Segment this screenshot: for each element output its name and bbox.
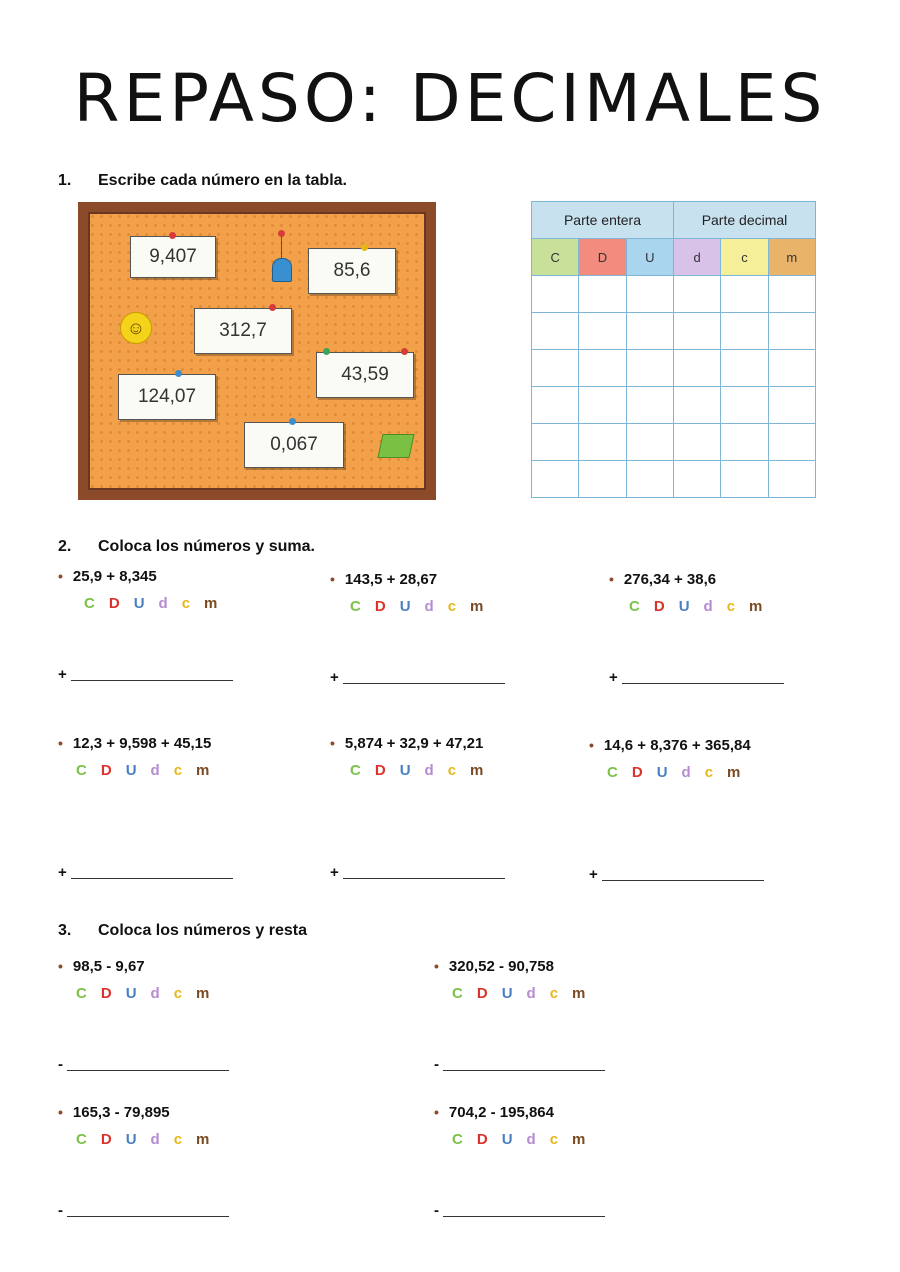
table-row: [532, 461, 816, 498]
pin-icon: [323, 348, 330, 355]
place-letter-d: d: [424, 598, 434, 615]
place-letter-U: U: [501, 1131, 513, 1148]
page-title: REPASO: DECIMALES: [73, 60, 827, 137]
pin-icon: [269, 304, 276, 311]
place-letter-m: m: [470, 598, 484, 615]
pin-icon: [175, 370, 182, 377]
table-cell[interactable]: [532, 461, 579, 498]
table-cell[interactable]: [768, 424, 815, 461]
board-note[interactable]: [244, 422, 344, 468]
place-letter-d: d: [150, 1131, 160, 1148]
table-cell[interactable]: [579, 461, 626, 498]
pin-icon: [289, 418, 296, 425]
place-letters: [350, 598, 497, 615]
board-number: 85,6: [333, 260, 371, 281]
table-cell[interactable]: [721, 424, 768, 461]
place-letter-D: D: [476, 985, 488, 1002]
exercise: [58, 568, 231, 612]
answer-blank[interactable]: [71, 680, 233, 681]
answer-blank[interactable]: [602, 880, 764, 881]
column-header-U: U: [626, 239, 673, 276]
plus-sign: +: [330, 669, 339, 686]
answer-blank[interactable]: [443, 1070, 605, 1071]
answer-line[interactable]: [58, 666, 233, 683]
exercise-expression: 5,874 + 32,9 + 47,21: [344, 735, 484, 752]
place-letter-d: d: [158, 595, 168, 612]
board-note[interactable]: [118, 374, 216, 420]
section-1-heading: [58, 172, 347, 190]
minus-sign: -: [434, 1202, 439, 1219]
place-letter-U: U: [125, 985, 137, 1002]
place-letter-C: C: [84, 595, 95, 612]
table-cell[interactable]: [721, 461, 768, 498]
answer-line[interactable]: [330, 669, 505, 686]
table-cell[interactable]: [626, 424, 673, 461]
exercise-expression: 276,34 + 38,6: [623, 571, 717, 588]
place-letter-D: D: [108, 595, 120, 612]
bullet-icon: •: [609, 571, 614, 587]
board-number: 312,7: [219, 320, 267, 341]
place-letters: [452, 1131, 599, 1148]
place-letter-U: U: [501, 985, 513, 1002]
minus-sign: -: [434, 1056, 439, 1073]
exercise: [609, 571, 776, 615]
table-cell[interactable]: [673, 387, 720, 424]
place-letter-m: m: [196, 985, 210, 1002]
board-number: 0,067: [270, 434, 318, 455]
table-cell[interactable]: [626, 387, 673, 424]
table-cell[interactable]: [721, 313, 768, 350]
plus-sign: +: [609, 669, 618, 686]
place-letter-C: C: [76, 762, 87, 779]
place-letters: [629, 598, 776, 615]
place-letters: [84, 595, 231, 612]
answer-line[interactable]: [330, 864, 505, 881]
place-letter-c: c: [549, 1131, 559, 1148]
exercise-expression: 98,5 - 9,67: [72, 958, 145, 975]
board-note[interactable]: [308, 248, 396, 294]
place-letter-m: m: [572, 1131, 586, 1148]
table-cell[interactable]: [768, 387, 815, 424]
place-letters: [76, 985, 223, 1002]
table-cell[interactable]: [579, 350, 626, 387]
answer-blank[interactable]: [67, 1216, 229, 1217]
table-cell[interactable]: [721, 387, 768, 424]
table-row: [532, 424, 816, 461]
table-cell[interactable]: [673, 424, 720, 461]
table-row: [532, 350, 816, 387]
exercise-expression: 25,9 + 8,345: [72, 568, 157, 585]
place-letter-U: U: [399, 762, 411, 779]
minus-sign: -: [58, 1202, 63, 1219]
exercise-expression: 12,3 + 9,598 + 45,15: [72, 735, 212, 752]
table-cell[interactable]: [579, 387, 626, 424]
table-cell[interactable]: [673, 313, 720, 350]
pin-icon: [401, 348, 408, 355]
table-cell[interactable]: [721, 276, 768, 313]
table-cell[interactable]: [626, 313, 673, 350]
place-letter-D: D: [374, 598, 386, 615]
place-letters: [350, 762, 497, 779]
answer-line[interactable]: [58, 864, 233, 881]
place-letter-m: m: [470, 762, 484, 779]
board-note[interactable]: [130, 236, 216, 278]
table-cell[interactable]: [579, 424, 626, 461]
place-letter-U: U: [133, 595, 145, 612]
answer-blank[interactable]: [443, 1216, 605, 1217]
table-cell[interactable]: [579, 276, 626, 313]
place-letter-c: c: [173, 762, 183, 779]
place-letter-U: U: [656, 764, 668, 781]
section-number: 3.: [58, 922, 72, 939]
place-letter-m: m: [727, 764, 741, 781]
place-letter-d: d: [703, 598, 713, 615]
place-letter-c: c: [549, 985, 559, 1002]
ghost-icon: [272, 258, 292, 282]
exercise: [330, 571, 497, 615]
table-cell[interactable]: [721, 350, 768, 387]
table-row: [532, 276, 816, 313]
exercise: [58, 958, 223, 1002]
place-letter-m: m: [572, 985, 586, 1002]
place-letter-d: d: [681, 764, 691, 781]
exercise: [58, 1104, 223, 1148]
exercise: [434, 1104, 599, 1148]
place-letter-m: m: [749, 598, 763, 615]
answer-line[interactable]: [434, 1202, 605, 1219]
place-letter-D: D: [374, 762, 386, 779]
place-letter-D: D: [653, 598, 665, 615]
column-header-c: c: [721, 239, 768, 276]
place-letter-d: d: [150, 762, 160, 779]
answer-line[interactable]: [589, 866, 764, 883]
place-letter-U: U: [678, 598, 690, 615]
place-letter-C: C: [76, 985, 87, 1002]
table-cell[interactable]: [673, 350, 720, 387]
section-number: 2.: [58, 538, 72, 555]
section-number: 1.: [58, 172, 72, 189]
answer-blank[interactable]: [71, 878, 233, 879]
table-cell[interactable]: [532, 313, 579, 350]
place-letter-C: C: [452, 985, 463, 1002]
table-cell[interactable]: [768, 313, 815, 350]
bullet-icon: •: [589, 737, 594, 753]
board-note[interactable]: [316, 352, 414, 398]
plus-sign: +: [58, 666, 67, 683]
exercise: [589, 737, 754, 781]
section-2-heading: [58, 538, 315, 556]
place-letter-m: m: [196, 762, 210, 779]
section-title: Escribe cada número en la tabla.: [98, 172, 347, 189]
place-letter-c: c: [173, 985, 183, 1002]
table-cell[interactable]: [768, 461, 815, 498]
place-letters: [76, 762, 223, 779]
table-cell[interactable]: [626, 276, 673, 313]
answer-line[interactable]: [58, 1202, 229, 1219]
answer-blank[interactable]: [67, 1070, 229, 1071]
answer-line[interactable]: [58, 1056, 229, 1073]
table-cell[interactable]: [532, 350, 579, 387]
place-letter-C: C: [629, 598, 640, 615]
exercise-expression: 165,3 - 79,895: [72, 1104, 170, 1121]
exercise-expression: 704,2 - 195,864: [448, 1104, 554, 1121]
bullet-icon: •: [434, 958, 439, 974]
table-cell[interactable]: [673, 461, 720, 498]
table-cell[interactable]: [626, 350, 673, 387]
exercise: [58, 735, 223, 779]
place-letter-C: C: [76, 1131, 87, 1148]
section-3-heading: [58, 922, 307, 940]
board-number: 124,07: [137, 386, 197, 407]
place-letter-U: U: [399, 598, 411, 615]
answer-line[interactable]: [609, 669, 784, 686]
answer-blank[interactable]: [622, 683, 784, 684]
section-title: Coloca los números y resta: [98, 922, 307, 939]
place-letter-C: C: [607, 764, 618, 781]
smiley-icon: ☺: [120, 312, 152, 344]
plus-sign: +: [58, 864, 67, 881]
exercise-expression: 320,52 - 90,758: [448, 958, 554, 975]
column-header-C: C: [532, 239, 579, 276]
board-note[interactable]: [194, 308, 292, 354]
table-cell[interactable]: [673, 276, 720, 313]
group-header-integer: Parte entera: [532, 202, 674, 239]
bullet-icon: •: [58, 1104, 63, 1120]
place-value-table: [531, 201, 816, 498]
string-line: [281, 236, 282, 258]
exercise: [434, 958, 599, 1002]
place-letter-m: m: [196, 1131, 210, 1148]
place-letter-m: m: [204, 595, 218, 612]
exercise: [330, 735, 497, 779]
bullet-icon: •: [58, 568, 63, 584]
answer-line[interactable]: [434, 1056, 605, 1073]
place-letters: [607, 764, 754, 781]
plus-sign: +: [330, 864, 339, 881]
bullet-icon: •: [330, 735, 335, 751]
place-letter-d: d: [526, 1131, 536, 1148]
column-header-m: m: [768, 239, 815, 276]
table-row: [532, 387, 816, 424]
place-letters: [76, 1131, 223, 1148]
place-letter-c: c: [726, 598, 736, 615]
table-cell[interactable]: [768, 276, 815, 313]
place-letter-c: c: [447, 598, 457, 615]
sticky-note-icon: [377, 434, 414, 458]
answer-blank[interactable]: [343, 683, 505, 684]
place-letter-U: U: [125, 1131, 137, 1148]
column-header-D: D: [579, 239, 626, 276]
exercise-expression: 143,5 + 28,67: [344, 571, 438, 588]
answer-blank[interactable]: [343, 878, 505, 879]
bullet-icon: •: [58, 735, 63, 751]
place-letter-U: U: [125, 762, 137, 779]
place-letter-c: c: [181, 595, 191, 612]
place-letter-c: c: [173, 1131, 183, 1148]
bullet-icon: •: [58, 958, 63, 974]
column-header-d: d: [673, 239, 720, 276]
place-letter-C: C: [350, 598, 361, 615]
plus-sign: +: [589, 866, 598, 883]
corkboard: [78, 202, 436, 500]
place-letter-D: D: [476, 1131, 488, 1148]
table-cell[interactable]: [532, 387, 579, 424]
place-letter-C: C: [452, 1131, 463, 1148]
place-letter-D: D: [100, 985, 112, 1002]
exercise-expression: 14,6 + 8,376 + 365,84: [603, 737, 751, 754]
board-number: 9,407: [149, 246, 197, 267]
place-letter-c: c: [704, 764, 714, 781]
table-row: [532, 313, 816, 350]
place-letter-d: d: [526, 985, 536, 1002]
place-letter-D: D: [100, 762, 112, 779]
table-cell[interactable]: [626, 461, 673, 498]
section-title: Coloca los números y suma.: [98, 538, 315, 555]
bullet-icon: •: [330, 571, 335, 587]
table-cell[interactable]: [532, 276, 579, 313]
minus-sign: -: [58, 1056, 63, 1073]
place-letter-D: D: [100, 1131, 112, 1148]
table-cell[interactable]: [768, 350, 815, 387]
board-number: 43,59: [341, 364, 389, 385]
pin-icon: [169, 232, 176, 239]
table-cell[interactable]: [579, 313, 626, 350]
place-letter-D: D: [631, 764, 643, 781]
place-letter-d: d: [424, 762, 434, 779]
place-letters: [452, 985, 599, 1002]
place-letter-C: C: [350, 762, 361, 779]
place-letter-d: d: [150, 985, 160, 1002]
place-letter-c: c: [447, 762, 457, 779]
group-header-decimal: Parte decimal: [673, 202, 815, 239]
pin-icon: [361, 244, 368, 251]
bullet-icon: •: [434, 1104, 439, 1120]
table-cell[interactable]: [532, 424, 579, 461]
